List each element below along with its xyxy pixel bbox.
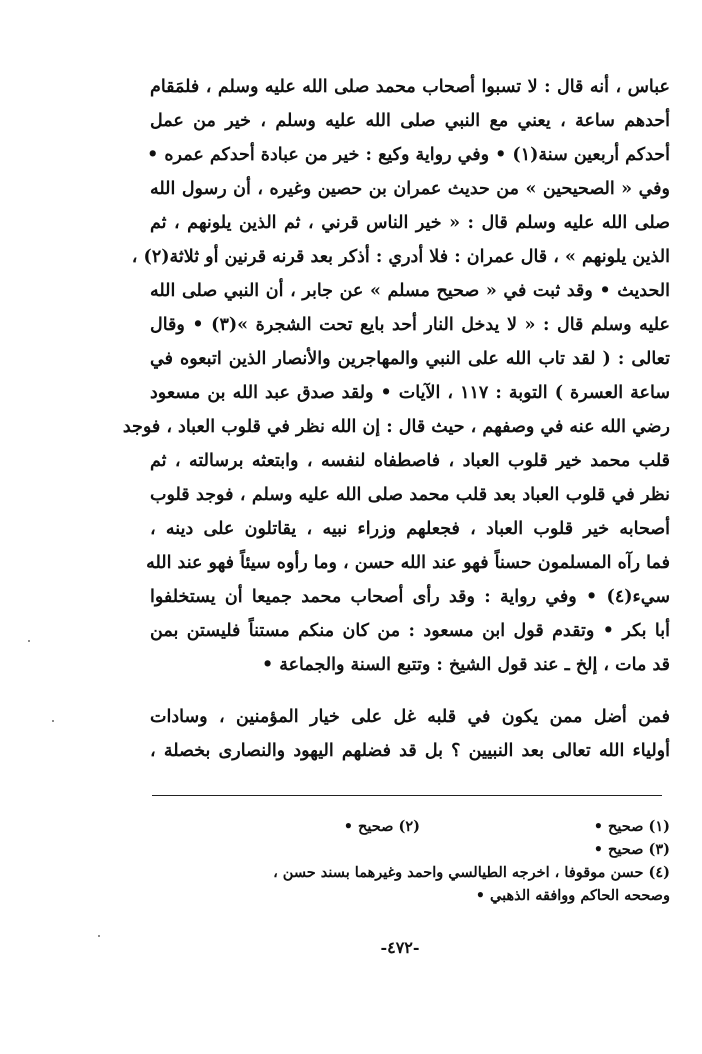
text-line: الحديث • وقد ثبت في « صحيح مسلم » عن جابر ، أن النبي صلى الله [150, 281, 670, 301]
text-line: أولياء الله تعالى بعد النبيين ؟ بل قد فضلهم اليهود والنصارى بخصلة ، [150, 741, 670, 761]
footnotes [140, 815, 670, 907]
text-line: ساعة العسرة ) التوبة : ١١٧ ، الآيات • ولقد صدق عبد الله بن مسعود [150, 383, 670, 403]
footnote-divider [152, 795, 662, 796]
text-line: أحدهم ساعة ، يعني مع النبي صلى الله عليه وسلم ، خير من عمل [150, 111, 670, 131]
footnote-1: (١) صحيح • [593, 818, 670, 835]
text-line: فما رآه المسلمون حسناً فهو عند الله حسن ، وما رأوه سيئاً فهو عند الله [146, 553, 670, 573]
page-number: -٤٧٢- [380, 938, 420, 957]
text-line: عليه وسلم قال : « لا يدخل النار أحد بايع تحت الشجرة »(٣) • وقال [150, 315, 670, 335]
text-line: سيء(٤) • وفي رواية : وقد رأى أصحاب محمد جميعا أن يستخلفوا [150, 587, 670, 607]
scan-speck [28, 640, 30, 642]
footnote-4: (٤) حسن موقوفا ، اخرجه الطيالسي واحمد وغيرهما بسند حسن ، [273, 864, 670, 881]
text-line: أبا بكر • وتقدم قول ابن مسعود : من كان منكم مستناً فليستن بمن [150, 621, 670, 641]
paragraph-gap [150, 682, 670, 700]
footnote-4-continued: وصححه الحاكم ووافقه الذهبي • [475, 887, 670, 904]
main-text [122, 70, 670, 768]
footnote-row [140, 815, 670, 838]
footnote-row [140, 861, 670, 884]
scan-speck [52, 720, 54, 722]
footnote-row [140, 884, 670, 907]
text-line: وفي « الصحيحين » من حديث عمران بن حصين وغيره ، أن رسول الله [150, 179, 670, 199]
text-line: الذين يلونهم » ، قال عمران : فلا أدري : أذكر بعد قرنه قرنين أو ثلاثة(٢) ، [131, 247, 670, 267]
footnote-2: (٢) صحيح • [343, 818, 420, 835]
scan-speck [98, 935, 100, 937]
footnote-3: (٣) صحيح • [593, 841, 670, 858]
text-line: تعالى : ( لقد تاب الله على النبي والمهاجرين والأنصار الذين اتبعوه في [150, 349, 670, 369]
text-line: رضي الله عنه في وصفهم ، حيث قال : إن الله نظر في قلوب العباد ، فوجد [122, 417, 670, 437]
text-line: فمن أضل ممن يكون في قلبه غل على خيار المؤمنين ، وسادات [150, 707, 670, 727]
text-line: عباس ، أنه قال : لا تسبوا أصحاب محمد صلى الله عليه وسلم ، فلمَقام [150, 77, 670, 97]
text-line: صلى الله عليه وسلم قال : « خير الناس قرني ، ثم الذين يلونهم ، ثم [150, 213, 670, 233]
text-line: نظر في قلوب العباد بعد قلب محمد صلى الله عليه وسلم ، فوجد قلوب [150, 485, 670, 505]
text-line: قد مات ، إلخ ـ عند قول الشيخ : وتتبع السنة والجماعة • [261, 655, 670, 675]
footnote-row [140, 838, 670, 861]
text-line: أحدكم أربعين سنة(١) • وفي رواية وكيع : خير من عبادة أحدكم عمره • [147, 145, 670, 165]
text-line: قلب محمد خير قلوب العباد ، فاصطفاه لنفسه ، وابتعثه برسالته ، ثم [150, 451, 670, 471]
text-line: أصحابه خير قلوب العباد ، فجعلهم وزراء نبيه ، يقاتلون على دينه ، [150, 519, 670, 539]
